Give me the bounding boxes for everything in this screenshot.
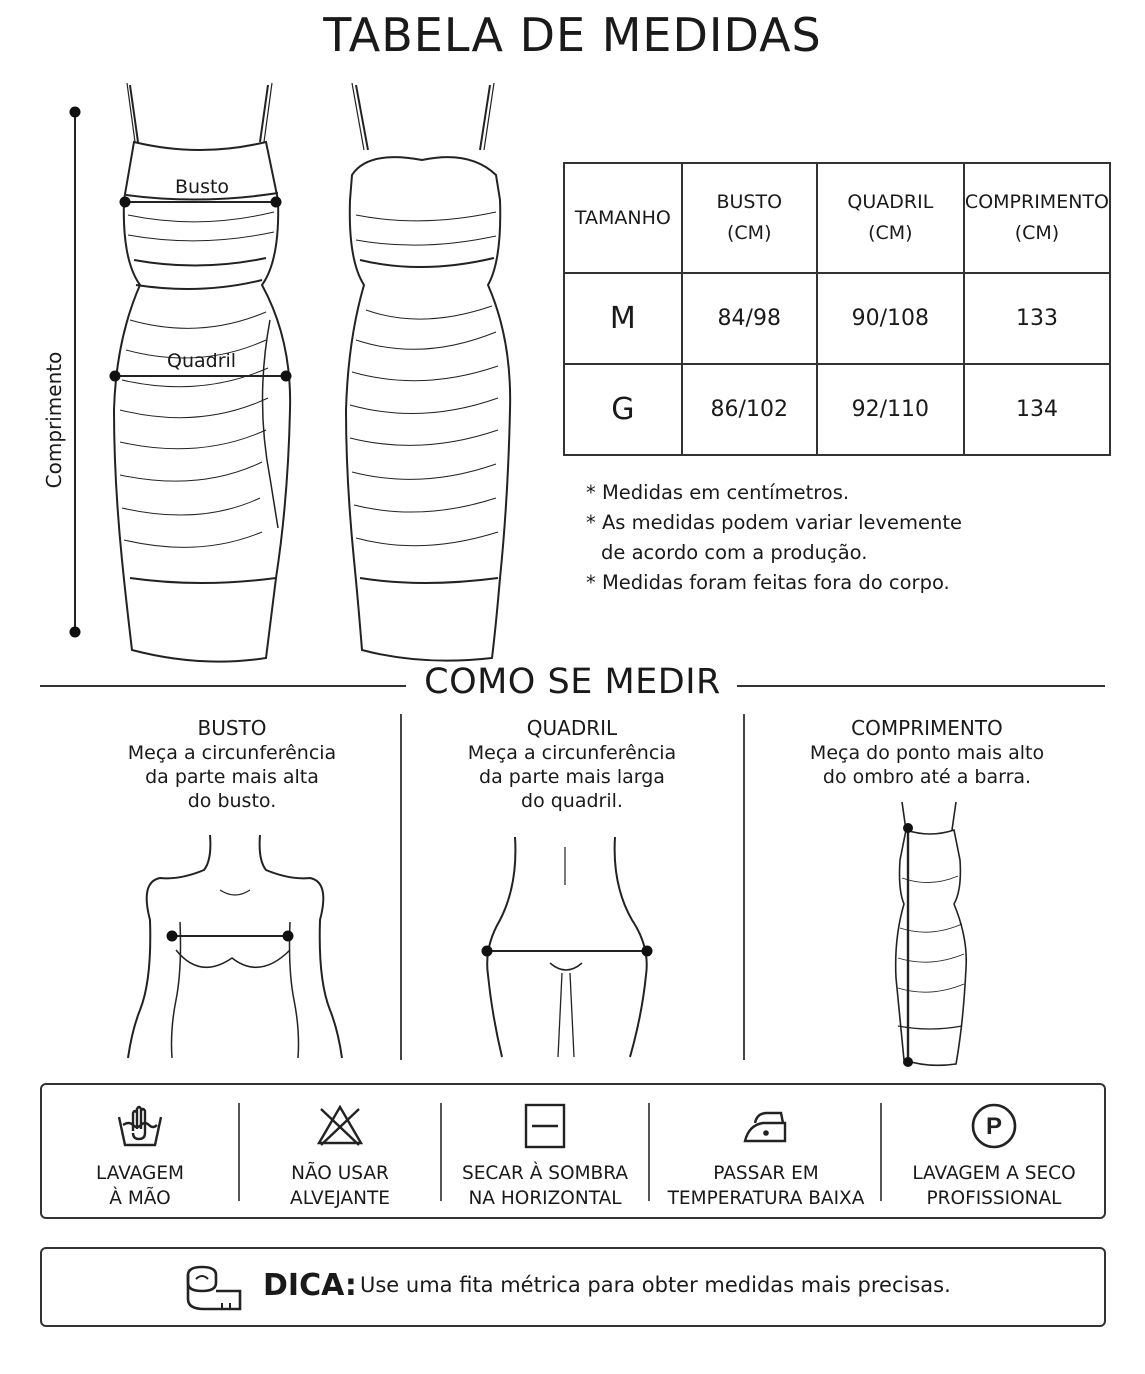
note-line: * Medidas foram feitas fora do corpo. [586, 571, 950, 594]
care-label: PASSAR EM TEMPERATURA BAIXA [667, 1163, 865, 1209]
howto-line: do quadril. [521, 790, 623, 812]
care-iron-low [650, 1085, 882, 1217]
bust-figure [120, 830, 350, 1060]
length-label: Comprimento [42, 351, 66, 489]
professional-dry-clean-icon [969, 1101, 1019, 1151]
care-dry-clean [882, 1085, 1106, 1217]
hand-wash-icon [115, 1101, 165, 1151]
header-hip: QUADRIL (CM) [817, 163, 964, 273]
bust-cell: 84/98 [682, 273, 817, 364]
table-header-row [564, 163, 1110, 273]
length-cell: 134 [964, 364, 1110, 455]
header-length: COMPRIMENTO (CM) [964, 163, 1110, 273]
column-divider [743, 714, 745, 1060]
howto-line: Meça do ponto mais alto [809, 742, 1045, 764]
howto-hip-text [448, 716, 696, 813]
care-label: LAVAGEM A SECO PROFISSIONAL [912, 1163, 1076, 1209]
tip-text: Use uma fita métrica para obter medidas mais precisas. [360, 1273, 951, 1297]
length-cell: 133 [964, 273, 1110, 364]
howto-bust-text [108, 716, 356, 813]
hip-cell: 90/108 [817, 273, 964, 364]
bust-label: Busto [175, 176, 230, 198]
dress-front-sketch [114, 83, 290, 662]
tip-label: DICA: [263, 1268, 357, 1303]
howto-length-heading: COMPRIMENTO [851, 716, 1003, 740]
column-divider [400, 714, 402, 1060]
measuring-tape-icon [182, 1261, 244, 1317]
hip-figure [470, 835, 670, 1060]
size-cell: M [564, 273, 682, 364]
how-to-measure-title: COMO SE MEDIR [424, 662, 721, 702]
svg-text:P: P [985, 1113, 1003, 1140]
page-title: TABELA DE MEDIDAS [323, 8, 822, 62]
size-notes [586, 478, 962, 598]
hip-cell: 92/110 [817, 364, 964, 455]
iron-low-temp-icon [741, 1101, 791, 1151]
table-row [564, 273, 1110, 364]
care-dry-shade-flat [442, 1085, 648, 1217]
dress-back-sketch [346, 83, 510, 661]
care-instructions [40, 1083, 1106, 1219]
dress-sketches [30, 80, 530, 670]
dry-in-shade-flat-icon [520, 1101, 570, 1151]
howto-line: da parte mais alta [145, 766, 319, 788]
header-bust: BUSTO (CM) [682, 163, 817, 273]
howto-length-text [790, 716, 1064, 789]
care-label: NÃO USAR ALVEJANTE [290, 1163, 390, 1209]
care-no-bleach [240, 1085, 440, 1217]
howto-line: Meça a circunferência [127, 742, 337, 764]
howto-line: da parte mais larga [479, 766, 665, 788]
no-bleach-icon [315, 1101, 365, 1151]
note-line: * Medidas em centímetros. [586, 481, 850, 504]
length-figure [880, 798, 980, 1070]
care-hand-wash [42, 1085, 238, 1217]
howto-hip-heading: QUADRIL [526, 716, 618, 740]
note-line: de acordo com a produção. [601, 541, 868, 564]
size-cell: G [564, 364, 682, 455]
bust-cell: 86/102 [682, 364, 817, 455]
care-label: SECAR À SOMBRA NA HORIZONTAL [462, 1163, 628, 1209]
howto-bust-heading: BUSTO [197, 716, 267, 740]
care-label: LAVAGEM À MÃO [96, 1163, 184, 1209]
table-row [564, 364, 1110, 455]
size-table [563, 162, 1111, 456]
hip-label: Quadril [167, 350, 237, 372]
dress-illustration [30, 80, 530, 670]
howto-line: do busto. [187, 790, 277, 812]
tip-box [40, 1247, 1106, 1327]
howto-line: do ombro até a barra. [822, 766, 1032, 788]
header-size: TAMANHO [564, 163, 682, 273]
howto-line: Meça a circunferência [467, 742, 677, 764]
note-line: * As medidas podem variar levemente [586, 511, 963, 534]
